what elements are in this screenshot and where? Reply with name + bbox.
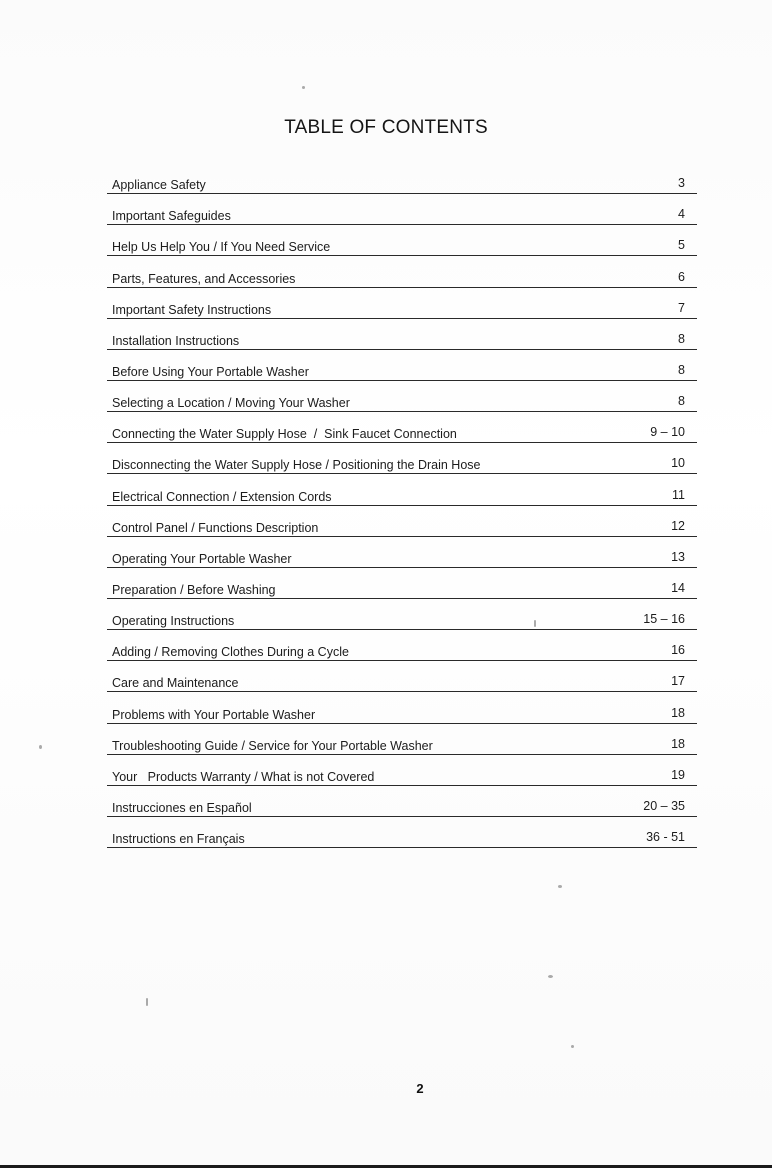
toc-entry-page: 9 – 10 [650,425,685,440]
toc-entry-rule [107,598,697,599]
toc-entry-page: 18 [671,705,685,720]
toc-entry [107,415,697,446]
scan-speck [571,1045,574,1048]
toc-entry-label: Adding / Removing Clothes During a Cycle [112,645,349,660]
toc-entry-page: 12 [671,518,685,533]
scan-speck [534,620,536,627]
toc-entry-label: Installation Instructions [112,333,240,348]
toc-entry-label: Operating Instructions [112,614,235,629]
toc-entry-label: Appliance Safety [112,178,206,193]
toc-entry [107,446,697,477]
toc-entry-rule [107,505,697,506]
toc-entry [107,197,697,228]
toc-entry [107,384,697,415]
toc-entry-page: 18 [671,736,685,751]
toc-entry [107,322,697,353]
toc-entry-label: Troubleshooting Guide / Service for Your Portable Washer [112,738,433,753]
toc-entry [107,695,697,726]
toc-entry [107,789,697,820]
page-number: 2 [416,1081,424,1096]
toc-entry-page: 4 [678,207,685,222]
toc-entry-label: Care and Maintenance [112,676,239,691]
toc-entry-page: 11 [672,487,685,502]
toc-entry-label: Before Using Your Portable Washer [112,364,309,379]
toc-entry [107,509,697,540]
toc-entry-page: 16 [671,643,685,658]
toc-entry-rule [107,193,697,194]
toc-entry-label: Control Panel / Functions Description [112,520,319,535]
toc-entry-rule [107,847,697,848]
toc-entry [107,727,697,758]
scan-speck [558,885,562,888]
toc-entry-rule [107,567,697,568]
toc-entry [107,228,697,259]
toc-entry-page: 15 – 16 [643,612,685,627]
toc-entry [107,540,697,571]
toc-entry-rule [107,224,697,225]
page-title: TABLE OF CONTENTS [284,117,488,138]
toc-entry-rule [107,287,697,288]
toc-entry [107,291,697,322]
toc-entry-rule [107,473,697,474]
toc-entry-rule [107,629,697,630]
toc-entry-label: Parts, Features, and Accessories [112,271,296,286]
toc-entry-label: Instructions en Français [112,832,245,847]
toc-entry-rule [107,754,697,755]
toc-entry [107,758,697,789]
toc-entry-page: 14 [671,580,685,595]
toc-entry-page: 19 [671,767,685,782]
toc-entry-rule [107,723,697,724]
toc-entry-page: 8 [678,362,685,377]
toc-entry-page: 13 [671,549,685,564]
toc-entry [107,571,697,602]
toc-entry-label: Your Products Warranty / What is not Covered [112,769,375,784]
toc-entry-label: Operating Your Portable Washer [112,551,292,566]
toc-entry-rule [107,691,697,692]
scan-speck [146,998,148,1006]
toc-entry-label: Important Safety Instructions [112,302,272,317]
toc-entry-label: Selecting a Location / Moving Your Washer [112,396,350,411]
toc-entry-rule [107,816,697,817]
toc-entry [107,353,697,384]
toc-entry-label: Problems with Your Portable Washer [112,707,316,722]
toc-entry-label: Important Safeguides [112,209,231,224]
toc-entry-label: Preparation / Before Washing [112,582,276,597]
toc-entry [107,602,697,633]
toc-entry [107,166,697,197]
toc-entry-page: 17 [671,674,685,689]
toc-entry-page: 7 [678,300,685,315]
toc-entry-label: Connecting the Water Supply Hose / Sink Faucet Connection [112,427,457,442]
toc-entry-rule [107,660,697,661]
toc-entry-page: 20 – 35 [643,798,685,813]
toc-entry [107,259,697,290]
toc-entry-page: 8 [678,331,685,346]
toc-entry-page: 8 [678,394,685,409]
toc-entry-rule [107,536,697,537]
toc-entry-page: 5 [678,238,685,253]
scan-speck [302,86,305,89]
toc-entry-label: Instrucciones en Español [112,800,252,815]
toc-entry-rule [107,318,697,319]
toc-entry-page: 3 [678,176,685,191]
toc-entry-rule [107,442,697,443]
toc-entry-rule [107,255,697,256]
toc-entry-rule [107,411,697,412]
toc-entry [107,820,697,851]
toc-entry [107,664,697,695]
table-of-contents [107,166,697,851]
toc-entry-rule [107,349,697,350]
toc-entry-page: 36 - 51 [646,830,685,845]
toc-entry [107,477,697,508]
toc-entry-label: Electrical Connection / Extension Cords [112,489,332,504]
toc-entry-label: Help Us Help You / If You Need Service [112,240,331,255]
toc-entry-rule [107,380,697,381]
toc-entry-page: 6 [678,269,685,284]
toc-entry-page: 10 [671,456,685,471]
toc-entry-rule [107,785,697,786]
scan-speck [548,975,553,978]
toc-entry-label: Disconnecting the Water Supply Hose / Positioning the Drain Hose [112,458,481,473]
scan-speck [39,745,42,749]
toc-entry [107,633,697,664]
